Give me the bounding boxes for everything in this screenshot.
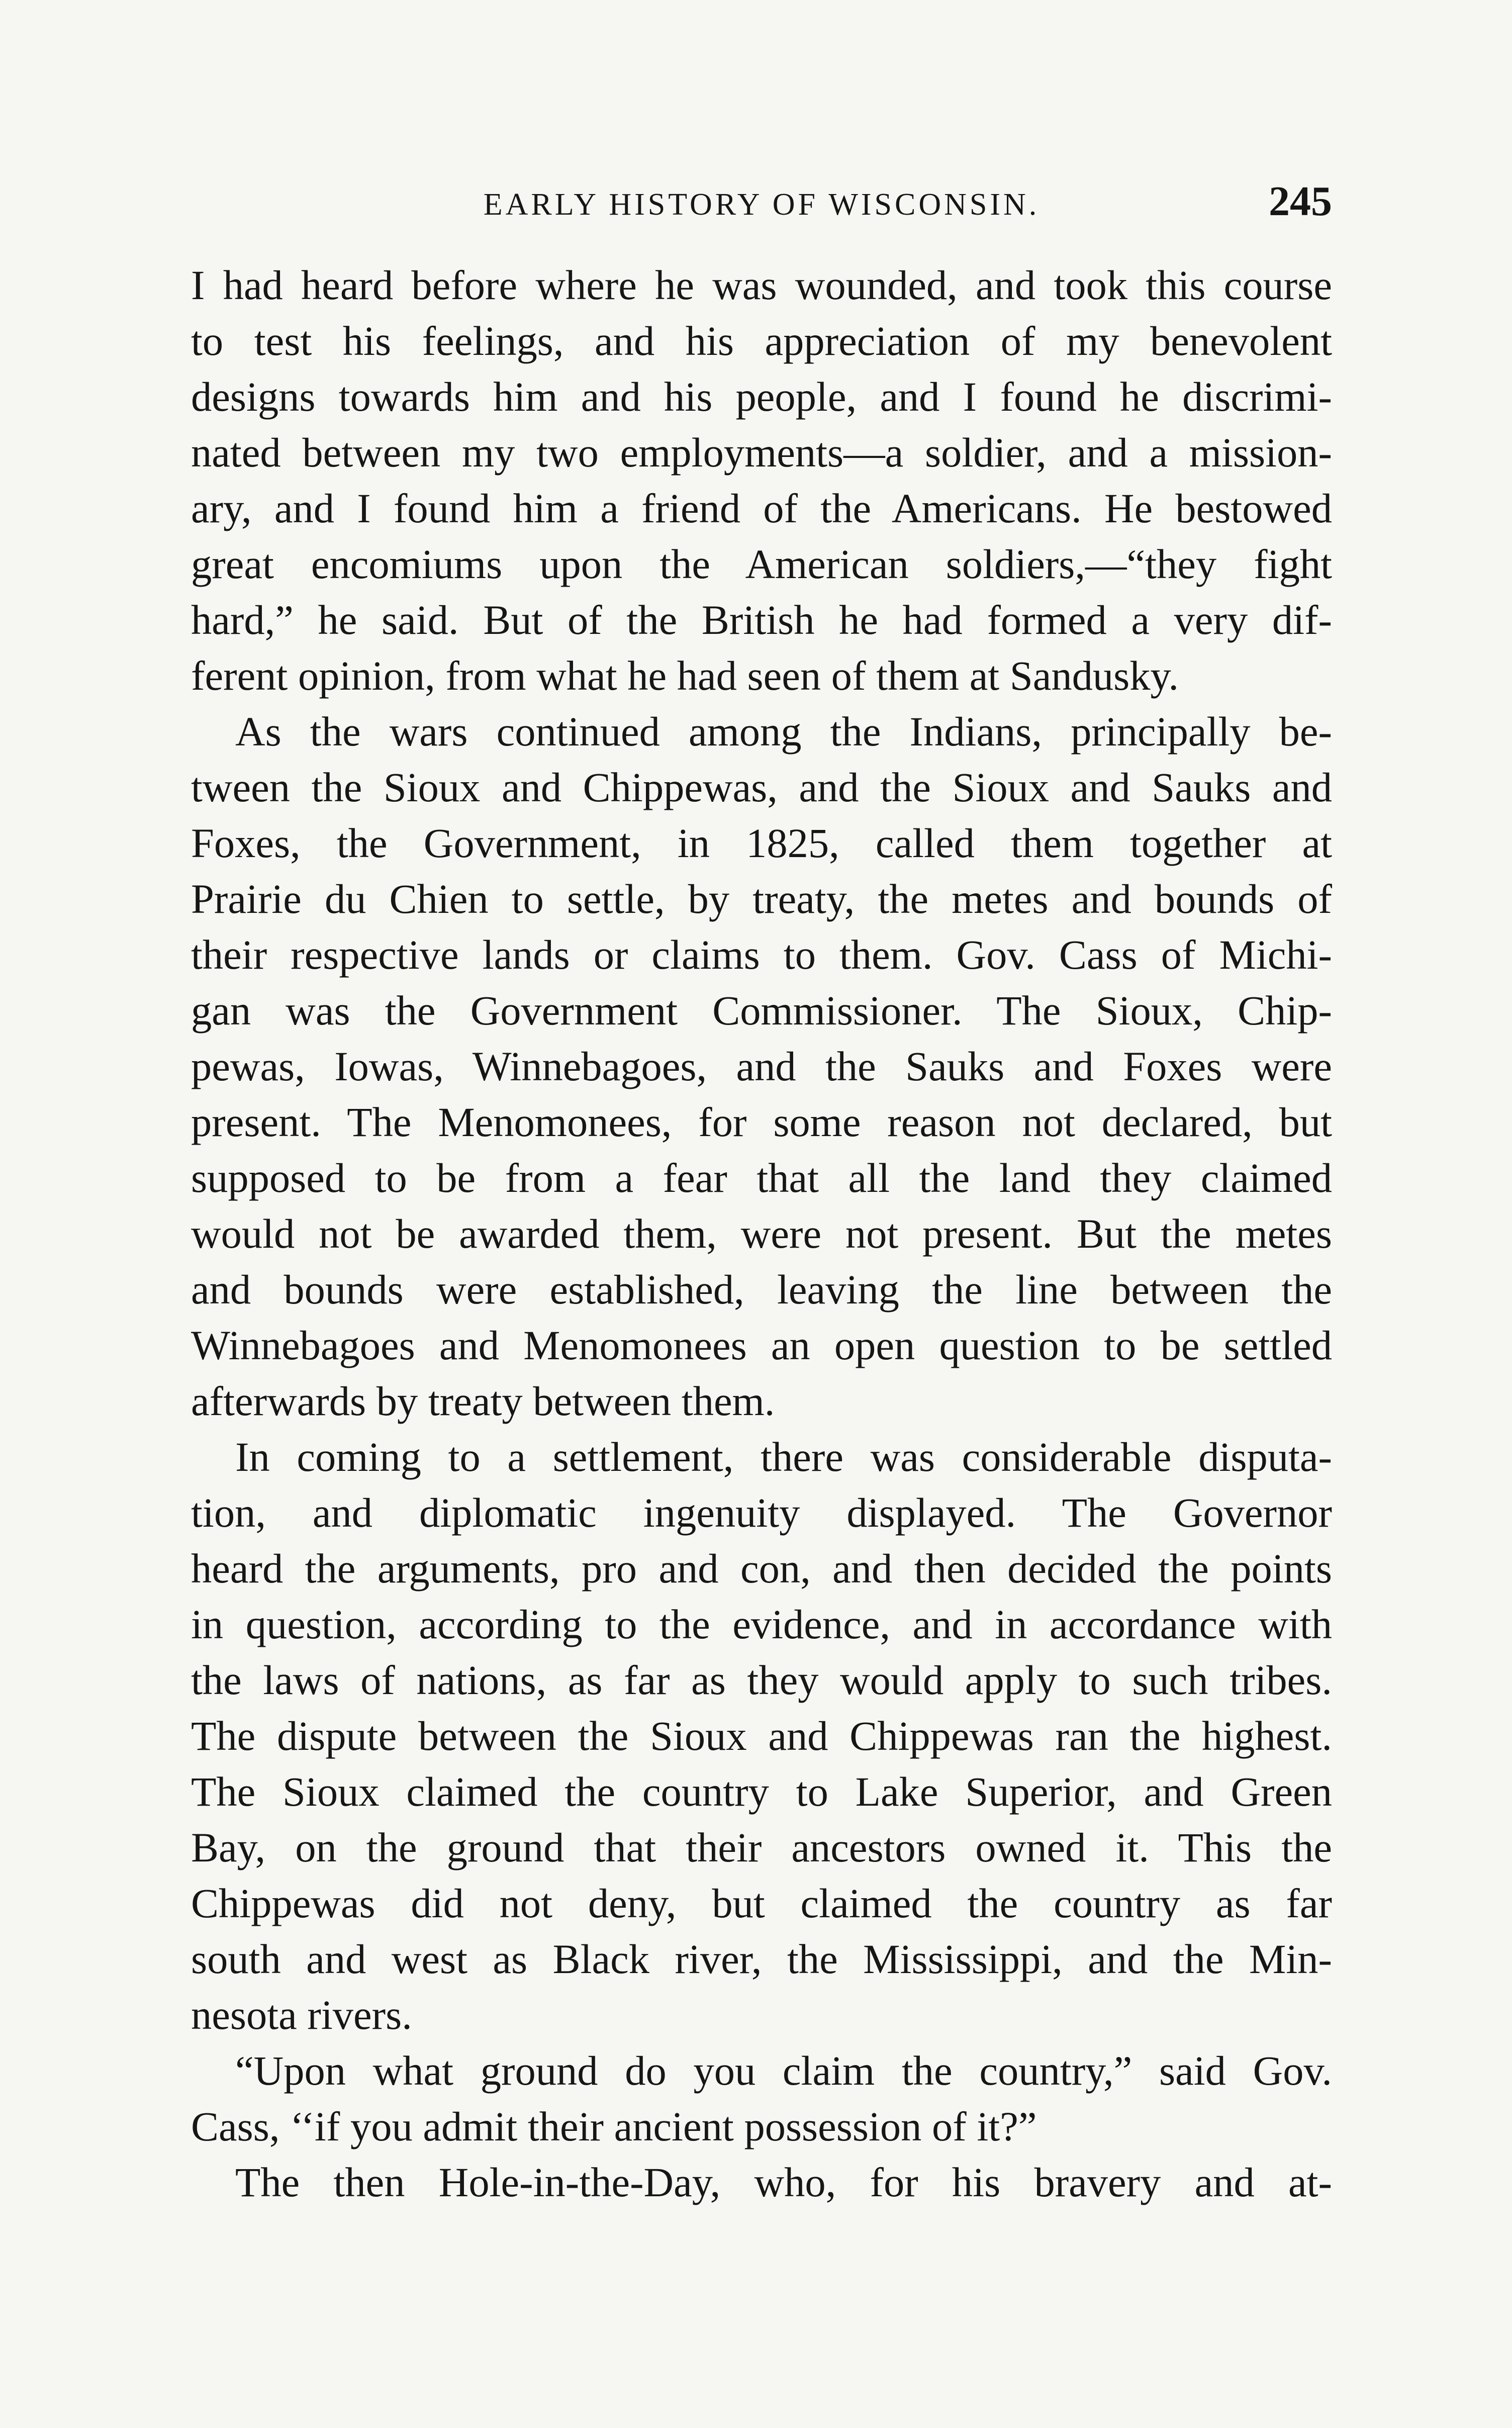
running-title: EARLY HISTORY OF WISCONSIN. <box>483 188 1040 222</box>
text-line: designs towards him and his people, and I found he discrimi- <box>191 373 1332 420</box>
text-line: nated between my two employments—a soldier, and a mission- <box>191 429 1332 476</box>
text-line: Winnebagoes and Menomonees an open question to be settled <box>191 1322 1332 1368</box>
text-line: The Sioux claimed the country to Lake Superior, and Green <box>191 1768 1332 1815</box>
text-line: gan was the Government Commissioner. The Sioux, Chip- <box>191 987 1332 1034</box>
text-line: and bounds were established, leaving the line between the <box>191 1266 1332 1313</box>
text-line: the laws of nations, as far as they would apply to such tribes. <box>191 1657 1332 1703</box>
text-line: nesota rivers. <box>191 1992 412 2038</box>
body-text <box>191 257 1332 2210</box>
text-line: “Upon what ground do you claim the country,” said Gov. <box>235 2047 1332 2094</box>
text-line: in question, according to the evidence, and in accordance with <box>191 1601 1332 1647</box>
text-line: pewas, Iowas, Winnebagoes, and the Sauks and Foxes were <box>191 1043 1332 1089</box>
text-line: The dispute between the Sioux and Chippewas ran the highest. <box>191 1713 1332 1759</box>
text-line: In coming to a settlement, there was considerable disputa- <box>235 1434 1332 1480</box>
text-line: present. The Menomonees, for some reason not declared, but <box>191 1099 1332 1145</box>
text-line: tween the Sioux and Chippewas, and the Sioux and Sauks and <box>191 764 1332 810</box>
text-line: Bay, on the ground that their ancestors owned it. This the <box>191 1824 1332 1871</box>
text-line: tion, and diplomatic ingenuity displayed. The Governor <box>191 1489 1332 1536</box>
text-line: hard,” he said. But of the British he had formed a very dif- <box>191 597 1332 643</box>
text-line: to test his feelings, and his appreciation of my benevolent <box>191 318 1332 364</box>
text-line: Prairie du Chien to settle, by treaty, the metes and bounds of <box>191 876 1332 922</box>
page-number: 245 <box>1269 178 1332 225</box>
text-line: Chippewas did not deny, but claimed the country as far <box>191 1880 1332 1926</box>
text-line: Foxes, the Government, in 1825, called them together at <box>191 820 1332 866</box>
text-line: supposed to be from a fear that all the land they claimed <box>191 1155 1332 1201</box>
running-header <box>191 177 1332 227</box>
text-line: The then Hole-in-the-Day, who, for his bravery and at- <box>235 2159 1332 2205</box>
text-line: ferent opinion, from what he had seen of them at Sandusky. <box>191 652 1179 699</box>
text-line: afterwards by treaty between them. <box>191 1378 775 1424</box>
text-line: ary, and I found him a friend of the Americans. He bestowed <box>191 485 1332 531</box>
text-line: Cass, ‘‘if you admit their ancient possession of it?” <box>191 2103 1037 2150</box>
text-line: south and west as Black river, the Mississippi, and the Min- <box>191 1936 1332 1982</box>
text-line: great encomiums upon the American soldiers,—“they fight <box>191 541 1332 587</box>
text-line: heard the arguments, pro and con, and then decided the points <box>191 1545 1332 1592</box>
text-line: I had heard before where he was wounded, and took this course <box>191 262 1332 308</box>
text-line: As the wars continued among the Indians, principally be- <box>235 708 1332 755</box>
text-line: would not be awarded them, were not present. But the metes <box>191 1210 1332 1257</box>
text-line: their respective lands or claims to them. Gov. Cass of Michi- <box>191 931 1332 978</box>
